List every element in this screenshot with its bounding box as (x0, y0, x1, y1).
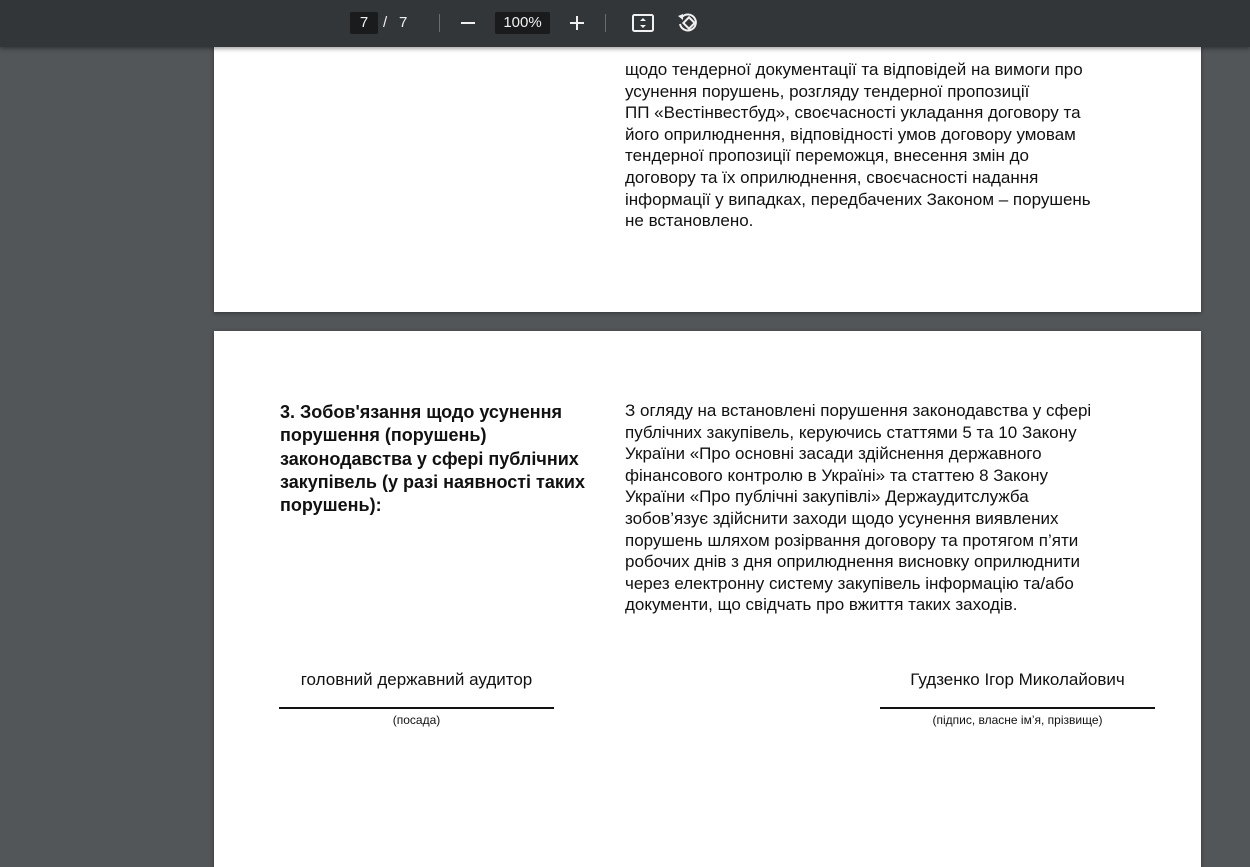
text-line: робочих днів з дня оприлюднення висновку оприлюднити (625, 552, 1081, 572)
page-separator: / (383, 14, 388, 31)
text-line: усунення порушень, розгляду тендерної пропозиції (625, 81, 1030, 101)
text-line: публічних закупівель, керуючись статтями 5 та 10 Закону (625, 422, 1077, 442)
toolbar-divider (605, 14, 606, 32)
pdf-page (214, 331, 1201, 867)
total-pages: 7 (399, 14, 408, 31)
heading-line: 3. Зобов'язання щодо усунення (280, 402, 563, 422)
paragraph-obligation (625, 400, 1145, 616)
position-caption: (посада) (392, 713, 441, 727)
position-value: головний державний аудитор (300, 670, 533, 689)
text-line: фінансового контролю в Україні» та статтею 8 Закону (625, 465, 1048, 485)
minus-icon (460, 15, 476, 31)
text-line: України «Про публічні закупівлі» Держаудитслужба (625, 487, 1029, 507)
pdf-toolbar (0, 0, 1250, 47)
rotate-icon (675, 11, 699, 35)
fit-page-button[interactable] (629, 9, 657, 37)
toolbar-divider (439, 14, 440, 32)
heading-line: порушення (порушень) (280, 425, 487, 446)
zoom-in-button[interactable] (563, 9, 591, 37)
section-heading (280, 401, 610, 517)
plus-icon (569, 15, 585, 31)
text-line: його оприлюднення, відповідності умов договору умовам (625, 124, 1076, 144)
rotate-button[interactable] (673, 9, 701, 37)
text-line: щодо тендерної документації та відповідей на вимоги про (625, 60, 1083, 79)
text-line: інформації у випадках, передбачених Законом – порушень (625, 189, 1091, 209)
heading-line: законодавства у сфері публічних (280, 448, 579, 469)
text-line: ПП «Вестінвестбуд», своєчасності укладання договору та (625, 103, 1081, 123)
heading-line: закупівель (у разі наявності таких (280, 471, 585, 492)
text-line: З огляду на встановлені порушення законодавства у сфері (625, 401, 1092, 420)
text-line: документи, що свідчать про вжиття таких заходів. (625, 595, 1018, 615)
heading-line: порушень): (280, 495, 382, 516)
text-line: договору та їх оприлюднення, своєчасності надання (625, 167, 1039, 187)
text-line: тендерної пропозиції переможця, внесення змін до (625, 146, 1029, 166)
paragraph-conclusion (625, 59, 1145, 232)
signature-line (880, 707, 1155, 709)
zoom-out-button[interactable] (454, 9, 482, 37)
fit-page-icon (631, 13, 655, 33)
text-line: України «Про основні засади здійснення державного (625, 444, 1042, 464)
signer-caption: (підпис, власне ім’я, прізвище) (932, 713, 1103, 727)
text-line: не встановлено. (625, 211, 754, 231)
signature-line (279, 707, 554, 709)
text-line: порушень шляхом розірвання договору та протягом п’яти (625, 530, 1079, 550)
zoom-level-input[interactable]: 100% (495, 12, 550, 34)
text-line: зобов’язує здійснити заходи щодо усунення виявлених (625, 508, 1059, 528)
text-line: через електронну систему закупівель інформацію та/або (625, 573, 1074, 593)
signer-name: Гудзенко Ігор Миколайович (910, 670, 1125, 689)
page-number-input[interactable]: 7 (350, 12, 378, 34)
